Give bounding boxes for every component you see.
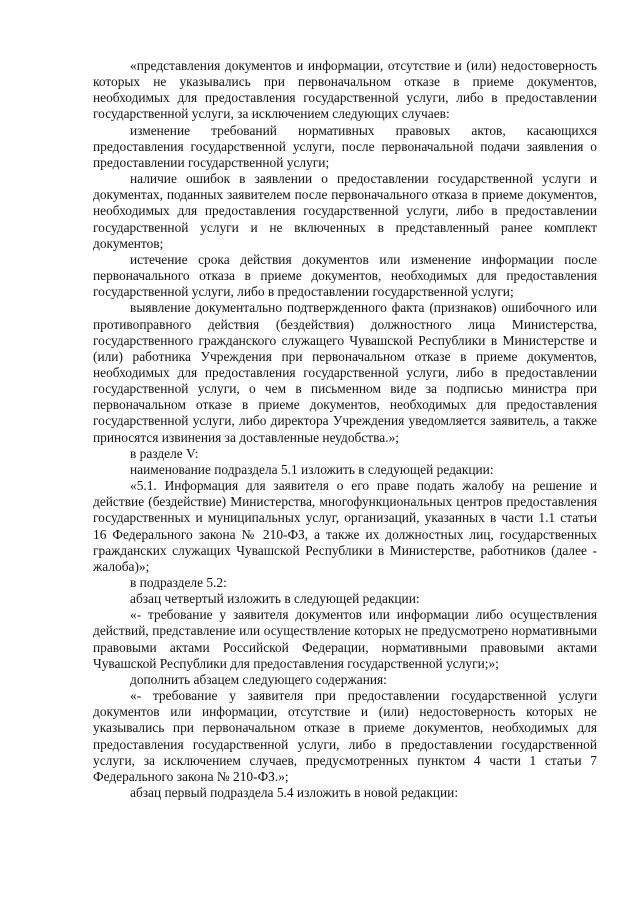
document-page	[93, 58, 597, 801]
paragraph-3: наличие ошибок в заявлении о предоставлении государственной услуги и документах, поданных заявителем после первоначального отказа в приеме документов, необходимых для предоставления государственной услуги, либо в предоставлении государственной услуги и не включенных в представленный ранее комплект документов;	[93, 171, 597, 251]
paragraph-5: выявление документально подтвержденного факта (признаков) ошибочного или противоправного действия (бездействия) должностного лица Министерства, государственного гражданского служащего Чувашской Республики в Министерстве и (или) работника Учреждения при первоначальном отказе в приеме документов, необходимых для предоставления государственной услуги, либо в предоставлении государственной услуги, о чем в письменном виде за подписью министра при первоначальном отказе в приеме документов, необходимых для предоставления государственной услуги, либо директора Учреждения уведомляется заявитель, а также приносятся извинения за доставленные неудобства.»;	[93, 300, 597, 445]
paragraph-2: изменение требований нормативных правовых актов, касающихся предоставления государственной услуги, после первоначальной подачи заявления о предоставлении государственной услуги;	[93, 122, 597, 170]
paragraph-14: абзац первый подраздела 5.4 изложить в новой редакции:	[130, 785, 459, 801]
paragraph-8: «5.1. Информация для заявителя о его праве подать жалобу на решение и действие (бездействие) Министерства, многофункциональных центров предоставления государственных и муниципальных услуг, организаций, указанных в части 1.1 статьи 16 Федерального закона № 210-ФЗ, а также их должностных лиц, государственных гражданских служащих Чувашской Республики в Министерстве, работников (далее - жалоба)»;	[93, 478, 597, 574]
paragraph-11: «- требование у заявителя документов или информации либо осуществления действий, представление или осуществление которых не предусмотрено нормативными правовыми актами Российской Федерации, нормативными правовыми актами Чувашской Республики для предоставления государственной услуги;»;	[93, 607, 597, 671]
paragraph-4: истечение срока действия документов или изменение информации после первоначального отказа в приеме документов, необходимых для предоставления государственной услуги, либо в предоставлении государственной услуги;	[93, 251, 597, 300]
paragraph-7: наименование подраздела 5.1 изложить в следующей редакции:	[130, 461, 494, 477]
paragraph-12: дополнить абзацем следующего содержания:	[130, 671, 387, 687]
paragraph-9: в подразделе 5.2:	[130, 575, 227, 590]
paragraph-6: в разделе V:	[130, 445, 199, 461]
paragraph-1: «представления документов и информации, отсутствие и (или) недостоверность которых не указывались при первоначальном отказе в приеме документов, необходимых для предоставления государственной услуги, либо в предоставлении государственной услуги, за исключением следующих случаев:	[93, 58, 597, 122]
paragraph-13: «- требование у заявителя при предоставлении государственной услуги документов или информации, отсутствие и (или) недостоверность которых не указывались при первоначальном отказе в приеме документов, необходимых для предоставления государственной услуги, либо в предоставлении государственной услуги, за исключением случаев, предусмотренных пунктом 4 части 1 статьи 7 Федерального закона № 210-ФЗ.»;	[93, 688, 597, 784]
paragraph-10: абзац четвертый изложить в следующей редакции:	[130, 591, 420, 607]
